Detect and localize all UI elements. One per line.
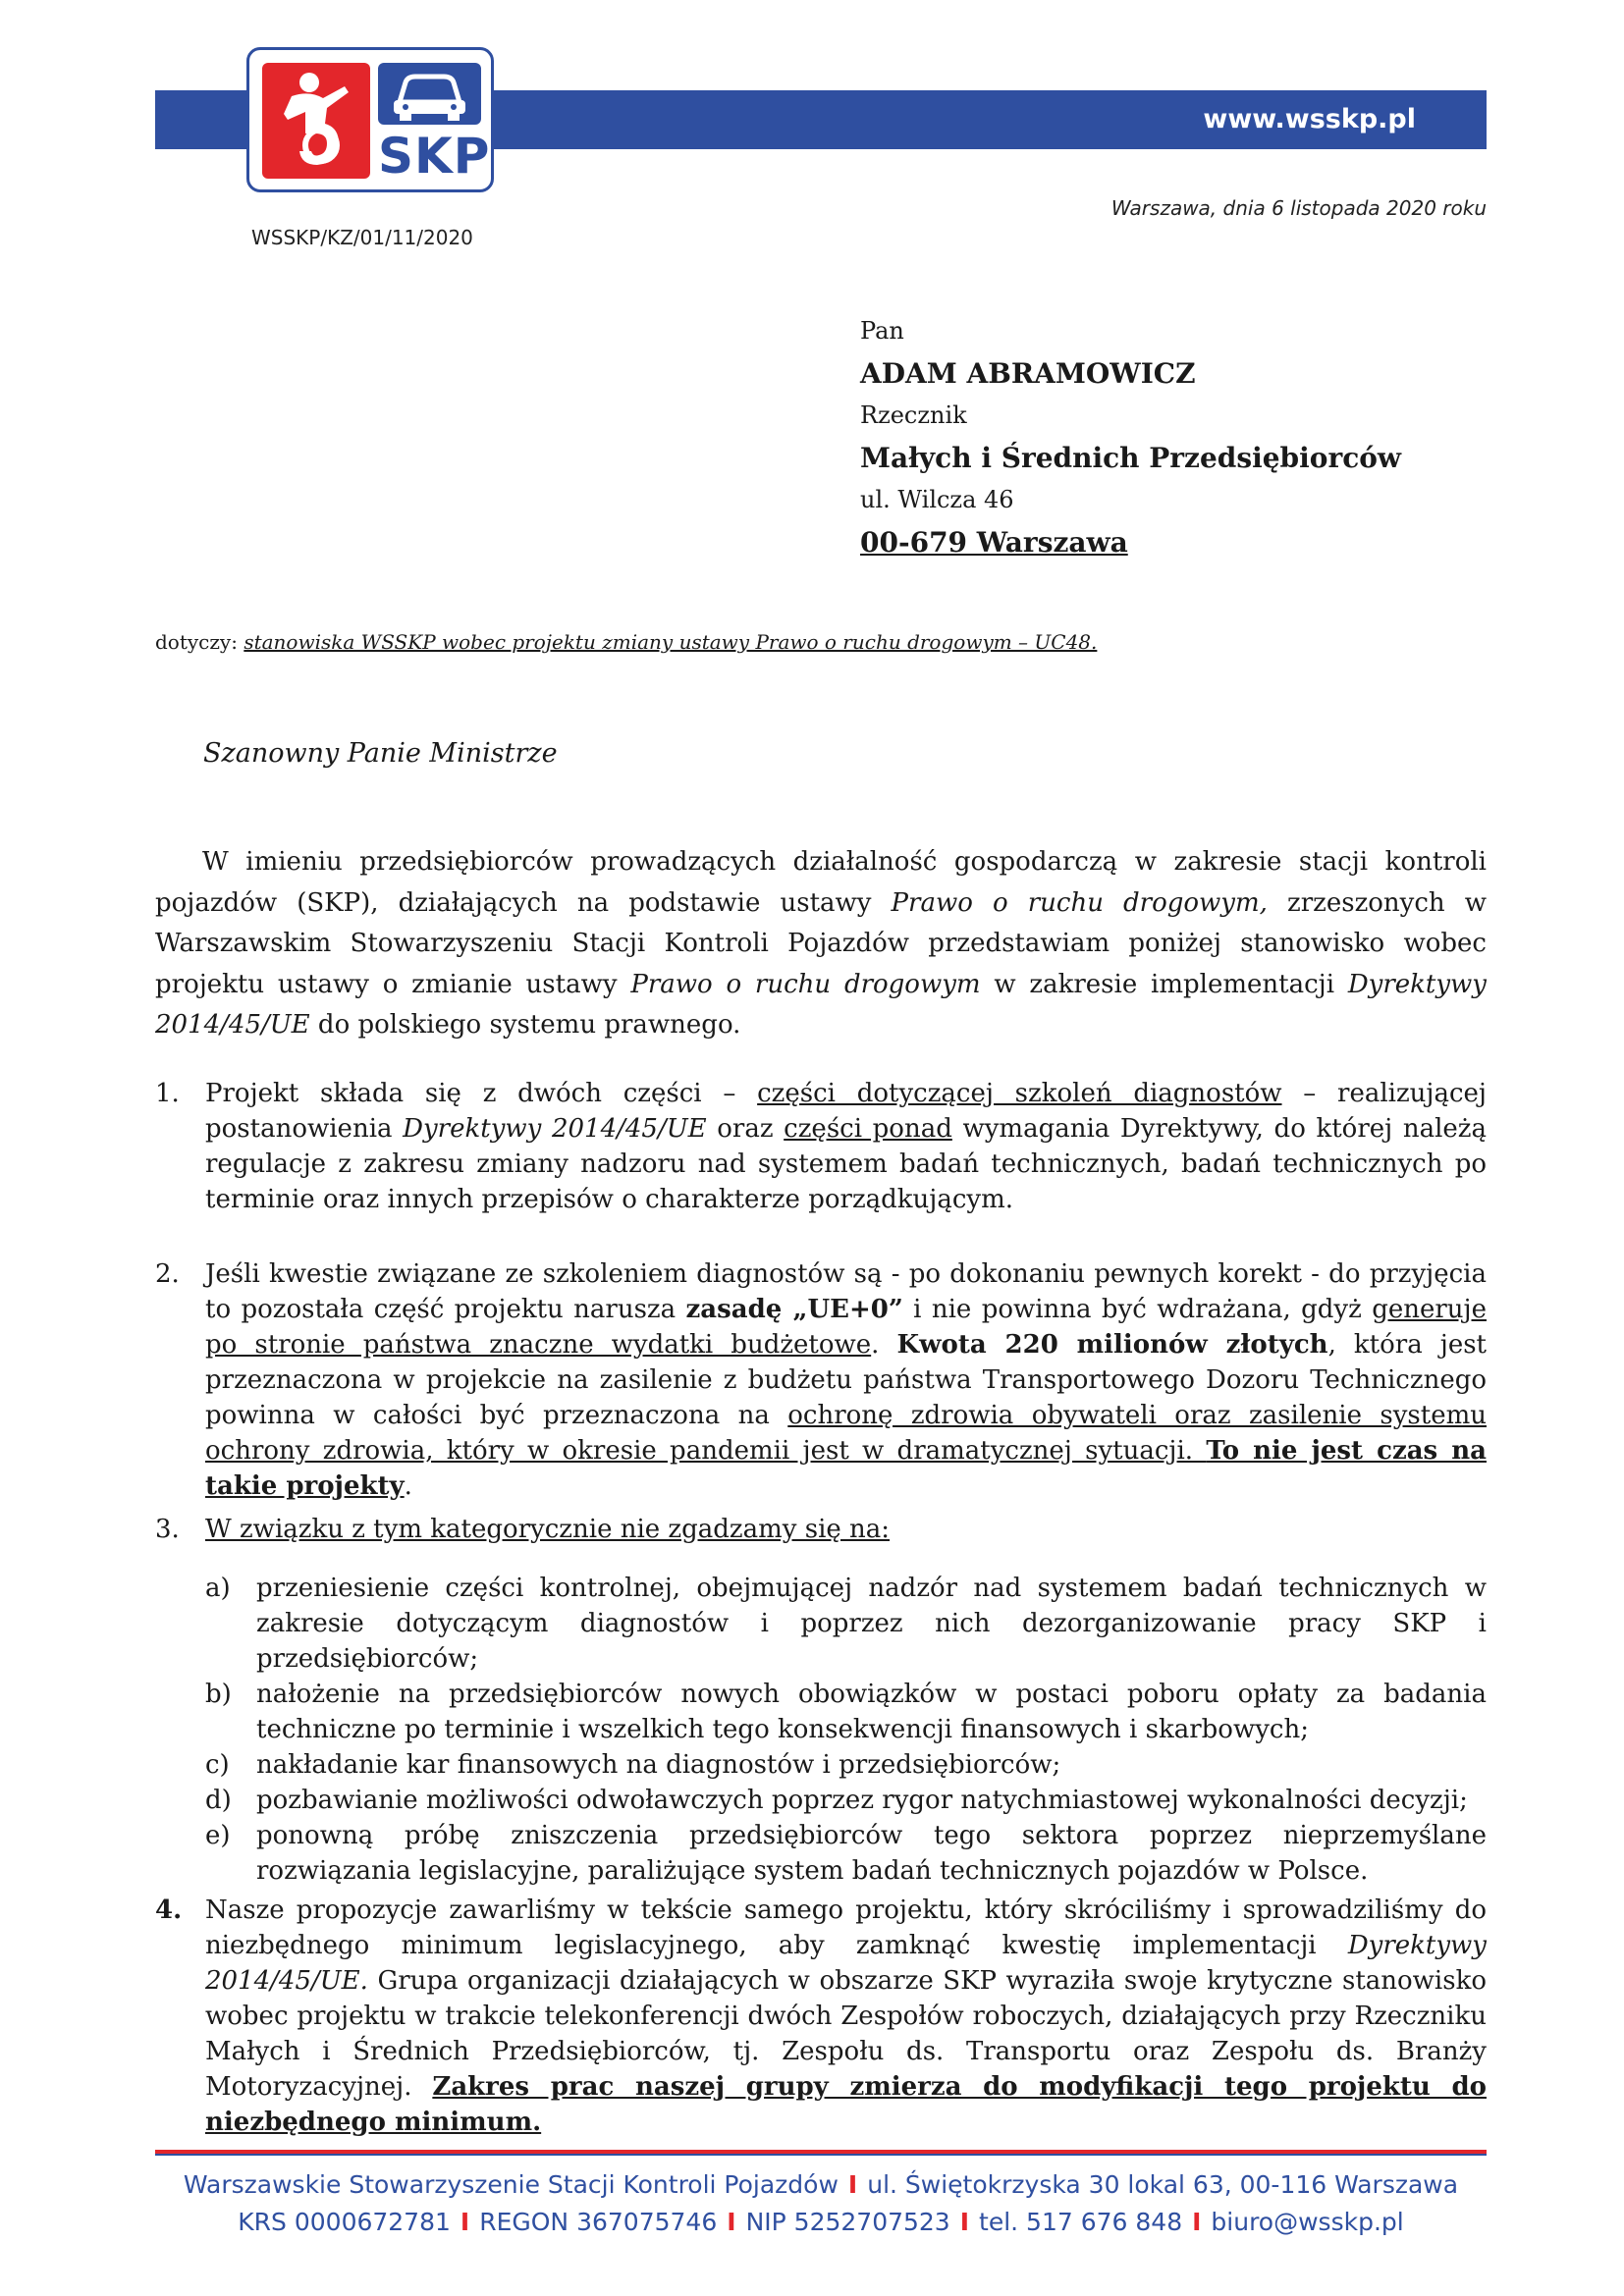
point-underlined: W związku z tym kategorycznie nie zgadzamy się na: bbox=[205, 1515, 891, 1544]
point-underlined: generuje po stronie państwa znaczne wydatki budżetowe bbox=[205, 1295, 1487, 1360]
salutation: Szanowny Panie Ministrze bbox=[203, 738, 558, 769]
skp-logo bbox=[246, 47, 494, 192]
logo-figure-icon bbox=[262, 63, 370, 179]
footer-email[interactable]: biuro@wsskp.pl bbox=[1211, 2208, 1404, 2236]
intro-text: do polskiego systemu prawnego. bbox=[309, 1010, 741, 1040]
intro-text: W imieniu przedsiębiorców prowadzących działalność gospodarczą w zakresie stacji kontroli pojazdów (SKP), działających na podstawie ustawy bbox=[155, 847, 1487, 918]
addressee-city: 00-679 Warszawa bbox=[860, 526, 1128, 559]
list-item-letter: b) bbox=[205, 1680, 232, 1709]
logo-text: SKP bbox=[378, 128, 491, 185]
footer-separator: I bbox=[847, 2170, 858, 2199]
footer-regon: REGON 367075746 bbox=[479, 2208, 718, 2236]
addressee-role: Rzecznik bbox=[860, 401, 967, 429]
point-segment: , która jest przeznaczona w projekcie na zasilenie z budżetu państwa Transportowego Dozoru Technicznego powinna w całości być przeznaczona na bbox=[205, 1330, 1487, 1430]
figure-icon bbox=[262, 63, 370, 179]
intro-italic: Prawo o ruchu drogowym bbox=[630, 969, 981, 999]
point-3-list bbox=[205, 1571, 1487, 1889]
point-italic: Dyrektywy 2014/45/UE. bbox=[205, 1931, 1487, 1996]
point-segment: wymagania Dyrektywy, do której należą regulacje z zakresu zmiany nadzoru nad systemem badań technicznych, badań technicznych po terminie oraz innych przepisów o charakterze porządkującym. bbox=[205, 1114, 1487, 1214]
point-bold-underlined: To nie jest czas na takie projekty bbox=[205, 1436, 1487, 1501]
list-item-text: ponowną próbę zniszczenia przedsiębiorców tego sektora poprzez nieprzemyślane rozwiązania legislacyjne, paraliżujące system badań technicznych pojazdów w Polsce. bbox=[256, 1821, 1487, 1886]
footer-separator: I bbox=[460, 2208, 470, 2236]
footer-separator: I bbox=[1192, 2208, 1202, 2236]
point-number: 4. bbox=[155, 1896, 183, 1925]
addressee-street: ul. Wilcza 46 bbox=[860, 486, 1014, 513]
footer-org: Warszawskie Stowarzyszenie Stacji Kontroli Pojazdów bbox=[183, 2170, 839, 2199]
point-number: 1. bbox=[155, 1079, 180, 1108]
footer-separator: I bbox=[727, 2208, 736, 2236]
list-item-text: pozbawianie możliwości odwoławczych poprzez rygor natychmiastowej wykonalności decyzji; bbox=[256, 1786, 1468, 1815]
point-segment: i nie powinna być wdrażana, gdyż bbox=[902, 1295, 1373, 1324]
footer-phone: tel. 517 676 848 bbox=[979, 2208, 1183, 2236]
footer bbox=[155, 2166, 1487, 2241]
list-item-letter: e) bbox=[205, 1821, 231, 1850]
website-link[interactable]: www.wsskp.pl bbox=[1203, 104, 1416, 134]
list-item-text: nałożenie na przedsiębiorców nowych obowiązków w postaci poboru opłaty za badania techniczne po terminie i wszelkich tego konsekwencji finansowych i skarbowych; bbox=[256, 1680, 1487, 1744]
point-text bbox=[205, 1893, 1487, 2140]
point-number: 3. bbox=[155, 1515, 180, 1544]
list-item bbox=[205, 1677, 1487, 1747]
reference-number: WSSKP/KZ/01/11/2020 bbox=[251, 226, 473, 249]
point-bold: Kwota 220 milionów złotych bbox=[896, 1330, 1328, 1360]
point-2 bbox=[155, 1256, 1487, 1504]
footer-line-2 bbox=[155, 2204, 1487, 2241]
addressee-block bbox=[860, 310, 1401, 563]
intro-text: w zakresie implementacji bbox=[980, 969, 1348, 999]
subject-label: dotyczy: bbox=[155, 630, 238, 654]
intro-italic: Dyrektywy 2014/45/UE bbox=[155, 969, 1487, 1040]
list-item-letter: a) bbox=[205, 1574, 231, 1603]
list-item-letter: d) bbox=[205, 1786, 232, 1815]
point-segment: Jeśli kwestie związane ze szkoleniem diagnostów są - po dokonaniu pewnych korekt - do przyjęcia to pozostała część projektu narusza bbox=[205, 1259, 1487, 1324]
intro-paragraph bbox=[155, 842, 1487, 1046]
point-text bbox=[205, 1076, 1487, 1217]
footer-address: ul. Świętokrzyska 30 lokal 63, 00-116 Warszawa bbox=[867, 2170, 1459, 2199]
intro-italic: Prawo o ruchu drogowym, bbox=[891, 887, 1268, 918]
list-item-text: nakładanie kar finansowych na diagnostów i przedsiębiorców; bbox=[256, 1750, 1061, 1780]
point-segment: Projekt składa się z dwóch części – bbox=[205, 1079, 758, 1108]
addressee-name: ADAM ABRAMOWICZ bbox=[860, 357, 1196, 390]
footer-nip: NIP 5252707523 bbox=[745, 2208, 950, 2236]
point-bold-underlined: Zakres prac naszej grupy zmierza do modyfikacji tego projektu do niezbędnego minimum. bbox=[205, 2072, 1487, 2137]
point-1 bbox=[155, 1076, 1487, 1217]
point-underlined: ochronę zdrowia obywateli oraz zasilenie systemu ochrony zdrowia, który w okresie pandemii jest w dramatycznej sytuacji. bbox=[205, 1401, 1487, 1466]
point-number: 2. bbox=[155, 1259, 180, 1289]
point-underlined: części ponad bbox=[784, 1114, 952, 1144]
point-segment: – realizującej postanowienia bbox=[205, 1079, 1487, 1144]
point-text bbox=[205, 1256, 1487, 1504]
car-icon bbox=[378, 63, 481, 125]
letter-date: Warszawa, dnia 6 listopada 2020 roku bbox=[1110, 196, 1487, 220]
point-segment: . bbox=[404, 1471, 412, 1501]
addressee-institution: Małych i Średnich Przedsiębiorców bbox=[860, 442, 1402, 474]
point-bold: zasadę „UE+0” bbox=[685, 1295, 903, 1324]
point-4 bbox=[155, 1893, 1487, 2140]
point-segment: . bbox=[871, 1330, 897, 1360]
footer-separator: I bbox=[959, 2208, 970, 2236]
point-segment: oraz bbox=[706, 1114, 785, 1144]
point-3 bbox=[155, 1512, 1487, 1547]
footer-line-1 bbox=[155, 2166, 1487, 2204]
point-text bbox=[205, 1512, 1487, 1547]
list-item-letter: c) bbox=[205, 1750, 230, 1780]
point-italic: Dyrektywy 2014/45/UE bbox=[403, 1114, 707, 1144]
list-item-text: przeniesienie części kontrolnej, obejmującej nadzór nad systemem badań technicznych w zakresie dotyczącym diagnostów i poprzez nich dezorganizowanie pracy SKP i przedsiębiorców; bbox=[256, 1574, 1487, 1674]
list-item bbox=[205, 1747, 1487, 1783]
addressee-title: Pan bbox=[860, 317, 904, 345]
footer-divider-blue bbox=[155, 2154, 1487, 2156]
point-underlined: części dotyczącej szkoleń diagnostów bbox=[757, 1079, 1282, 1108]
point-segment: Grupa organizacji działających w obszarze SKP wyraziła swoje krytyczne stanowisko wobec projektu w trakcie telekonferencji dwóch Zespołów roboczych, działających przy Rzeczniku Małych i Średnich Przedsiębiorców, tj. Zespołu ds. Transportu oraz Zespołu ds. Branży Motoryzacyjnej. bbox=[205, 1966, 1487, 2102]
point-segment: Nasze propozycje zawarliśmy w tekście samego projektu, który skróciliśmy i sprowadziliśmy do niezbędnego minimum legislacyjnego, aby zamknąć kwestię implementacji bbox=[205, 1896, 1487, 1960]
footer-krs: KRS 0000672781 bbox=[238, 2208, 451, 2236]
list-item bbox=[205, 1571, 1487, 1677]
subject-line bbox=[155, 630, 1097, 654]
list-item bbox=[205, 1783, 1487, 1818]
intro-text: zrzeszonych w Warszawskim Stowarzyszeniu Stacji Kontroli Pojazdów przedstawiam poniżej stanowisko wobec projektu ustawy o zmianie ustawy bbox=[155, 887, 1488, 999]
subject-value: stanowiska WSSKP wobec projektu zmiany ustawy Prawo o ruchu drogowym – UC48. bbox=[244, 630, 1098, 654]
list-item bbox=[205, 1818, 1487, 1889]
